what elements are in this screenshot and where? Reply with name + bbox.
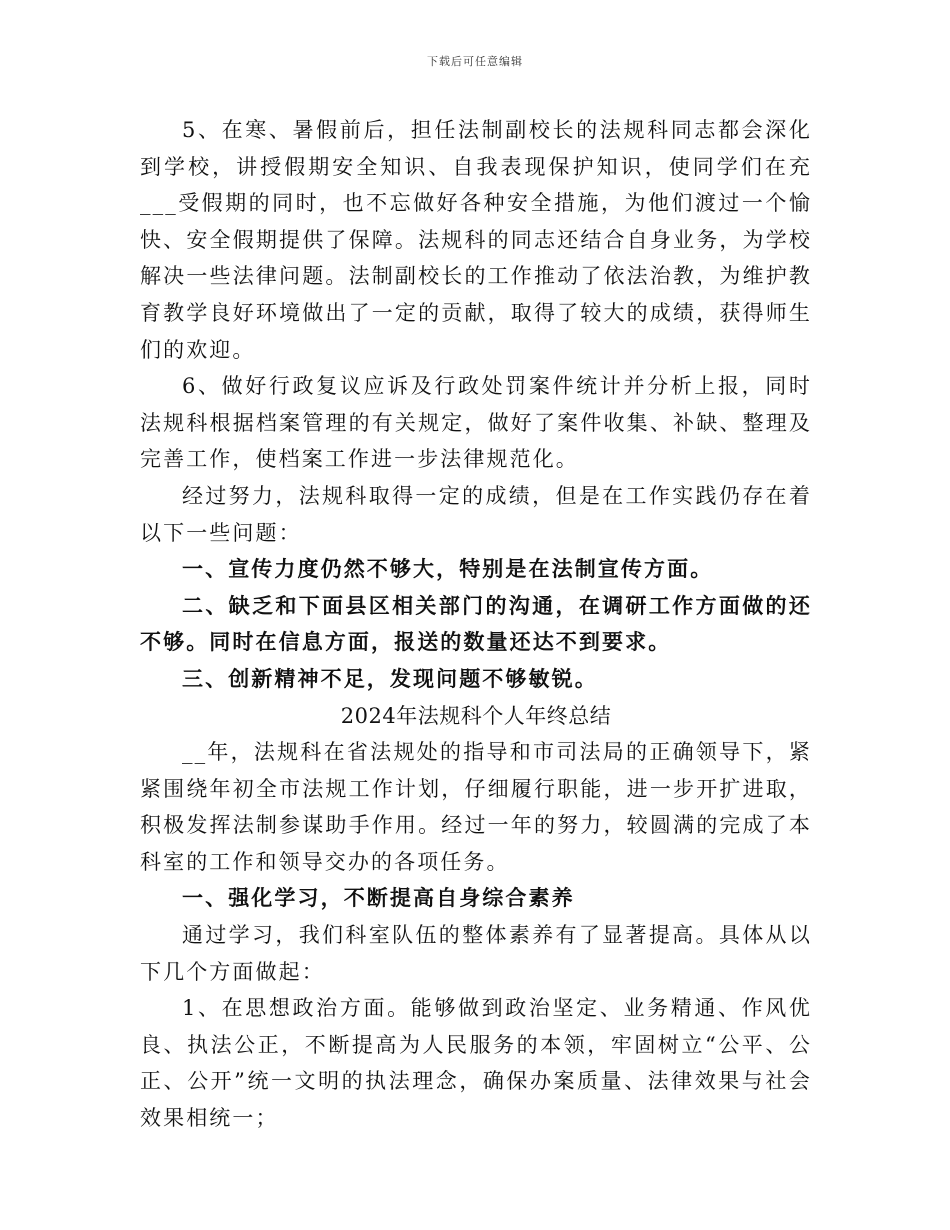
paragraph-intro: __年，法规科在省法规处的指导和市司法局的正确领导下，紧紧围绕年初全市法规工作计划，仔细履行职能，进一步开扩进取，积极发挥法制参谋助手作用。经过一年的努力，较圆满的完成了本科室的工作和领导交办的各项任务。 bbox=[140, 740, 812, 874]
document-title: 2024年法规科个人年终总结 bbox=[340, 703, 612, 728]
problem-item-2: 二、缺乏和下面县区相关部门的沟通，在调研工作方面做的还不够。同时在信息方面，报送的数量还达不到要求。 bbox=[140, 592, 812, 655]
paragraph-item-6: 6、做好行政复议应诉及行政处罚案件统计并分析上报，同时法规科根据档案管理的有关规定，做好了案件收集、补缺、整理及完善工作，使档案工作进一步法律规范化。 bbox=[140, 374, 812, 472]
page-header-note: 下载后可任意编辑 bbox=[427, 55, 523, 68]
paragraph-problems-intro: 经过努力，法规科取得一定的成绩，但是在工作实践仍存在着以下一些问题： bbox=[140, 483, 812, 545]
paragraph-item-5: 5、在寒、暑假前后，担任法制副校长的法规科同志都会深化到学校，讲授假期安全知识、自我表现保护知识，使同学们在充___受假期的同时，也不忘做好各种安全措施，为他们渡过一个愉快、安全假期提供了保障。法规科的同志还结合自身业务，为学校解决一些法律问题。法制副校长的工作推动了依法治教，为维护教育教学良好环境做出了一定的贡献，取得了较大的成绩，获得师生们的欢迎。 bbox=[140, 118, 812, 362]
document-body bbox=[140, 112, 812, 1137]
paragraph-political: 1、在思想政治方面。能够做到政治坚定、业务精通、作风优良、执法公正，不断提高为人民服务的本领，牢固树立“公平、公正、公开”统一文明的执法理念，确保办案质量、法律效果与社会效果相统一； bbox=[140, 996, 812, 1131]
problem-item-3: 三、创新精神不足，发现问题不够敏锐。 bbox=[182, 665, 598, 691]
paragraph-study-intro: 通过学习，我们科室队伍的整体素养有了显著提高。具体从以下几个方面做起： bbox=[140, 923, 812, 984]
problem-item-1: 一、宣传力度仍然不够大，特别是在法制宣传方面。 bbox=[182, 556, 714, 582]
section-heading-1: 一、强化学习，不断提高自身综合素养 bbox=[182, 885, 575, 911]
